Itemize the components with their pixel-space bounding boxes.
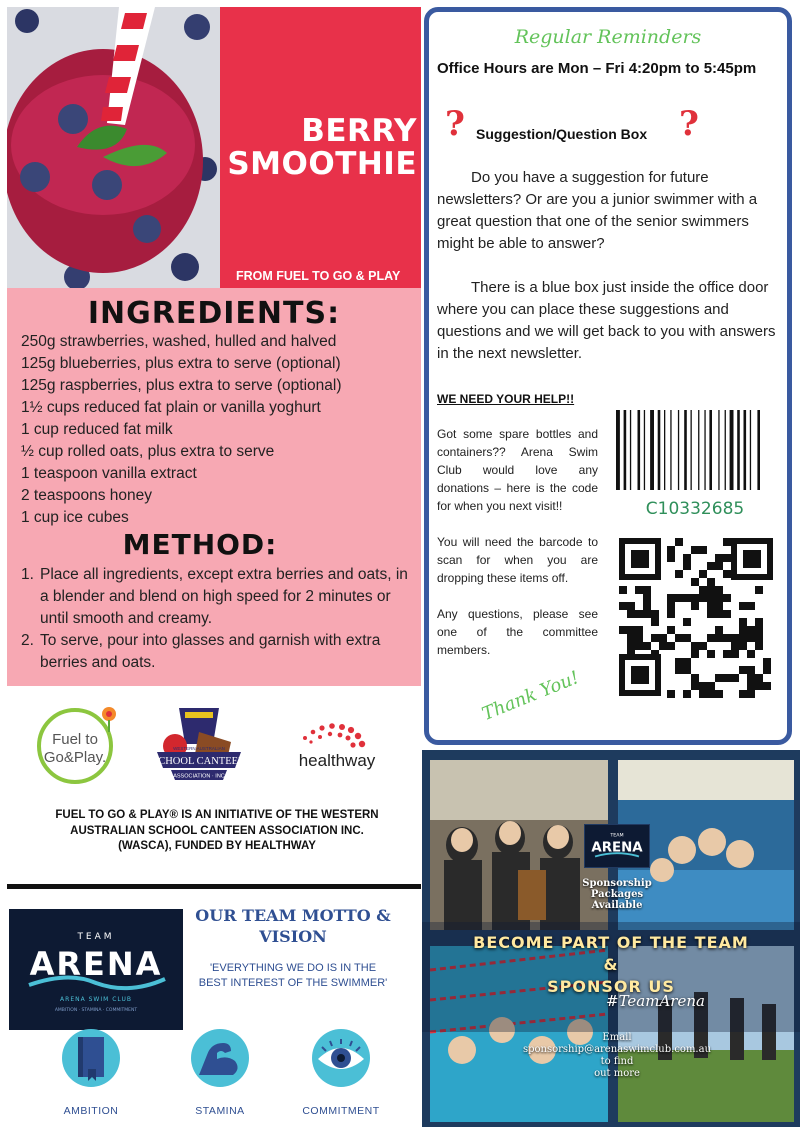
canteen-logo-bottom: ASSOCIATION · INC [173,773,225,780]
smoothie-title [227,115,417,181]
eye-icon [312,1029,370,1087]
reminders-title: Regular Reminders [514,26,702,48]
motto-text: 'EVERYTHING WE DO IS IN THE BEST INTEREST OF THE SWIMMER' [198,962,388,989]
ingredients-heading: INGREDIENTS: [87,296,341,331]
ingredient-item: 1½ cups reduced fat plain or vanilla yoghurt [21,399,321,416]
arena-logo-tagline: AMBITION · STAMINA · COMMITMENT [54,1008,138,1013]
value-label-stamina: STAMINA [195,1105,245,1117]
method-step-text: To serve, pour into glasses and garnish with extra berries and oats. [40,632,381,671]
title-line-2: SMOOTHIE [227,146,417,182]
thank-you-note: Thank You! [479,667,583,725]
email-suffix-1: to find [600,1056,634,1067]
ingredient-item: 250g strawberries, washed, hulled and halved [21,333,337,350]
arena-logo-club: ARENA SWIM CLUB [60,996,132,1003]
office-hours: Office Hours are Mon – Fri 4:20pm to 5:45pm [437,60,757,77]
qr-code-icon [617,530,777,700]
help-paragraph: Got some spare bottles and containers?? Arena Swim Club would love any donations – here is the code for when you next visit!! [437,427,598,513]
smoothie-title-panel [220,7,421,288]
title-line-1: BERRY [301,113,417,149]
email-suffix-2: out more [594,1068,640,1079]
sponsorship-contact [522,1032,712,1080]
method-step-number: 1. [21,566,34,583]
barcode-number: C10332685 [645,499,745,519]
initiative-statement: FUEL TO GO & PLAY® IS AN INITIATIVE OF THE WESTERN AUSTRALIAN SCHOOL CANTEEN ASSOCIATION INC. (WASCA), FUNDED BY HEALTHWAY [55,809,379,852]
email-label: Email [602,1032,632,1043]
sponsorship-email-link[interactable]: sponsorship@arenaswimclub.com.au [522,1044,712,1055]
poster-headline [422,932,800,998]
question-mark-icon: ? [445,104,465,144]
team-hashtag: #TeamArena [606,992,705,1010]
method-step [21,564,413,630]
blue-box-paragraph: There is a blue box just inside the office door where you can place these suggestions and questions and we will get back to you with answers in the next newsletter. [437,279,776,362]
smoothie-photo [7,7,220,288]
ingredient-item: 1 cup reduced fat milk [21,421,173,438]
help-paragraph: You will need the barcode to scan for when you are dropping these items off. [437,535,598,585]
method-list [21,564,413,674]
headline-line-2: & [603,955,619,974]
ingredient-item: 2 teaspoons honey [21,487,152,504]
smoothie-illustration [7,7,220,288]
ingredient-item: 125g blueberries, plus extra to serve (optional) [21,355,341,372]
sponsorship-poster [422,750,800,1127]
help-heading: WE NEED YOUR HELP!! [437,392,575,406]
method-step-number: 2. [21,632,34,649]
arena-logo-main: ARENA [29,945,163,983]
value-label-ambition: AMBITION [63,1105,119,1117]
healthway-logo [287,716,387,776]
headline-line-1: BECOME PART OF THE TEAM [473,933,749,952]
poster-logo-top: TEAM [610,833,624,839]
method-step-text: Place all ingredients, except extra berries and oats, in a blender and blend on high speed for 2 minutes or until smooth and creamy. [40,566,408,627]
sponsorship-packages: Sponsorship Packages Available [582,878,652,911]
book-icon [62,1029,120,1087]
headline-line-3: SPONSOR US [547,977,675,996]
school-canteen-logo [151,704,247,788]
ingredient-item: 125g raspberries, plus extra to serve (optional) [21,377,342,394]
suggestion-box-heading: Suggestion/Question Box [476,126,648,142]
arena-logo-top: TEAM [77,932,115,942]
flexed-arm-icon [191,1029,249,1087]
method-heading: METHOD: [122,528,278,561]
help-paragraph: Any questions, please see one of the committee members. [437,607,598,657]
ingredient-item: 1 cup ice cubes [21,509,129,526]
value-label-commitment: COMMITMENT [302,1105,380,1117]
sponsor-logos-panel [7,686,421,884]
healthway-wordmark: healthway [298,751,376,770]
ingredient-item: ½ cup rolled oats, plus extra to serve [21,443,275,460]
canteen-logo-top: WESTERN AUSTRALIAN [173,746,225,751]
suggestion-paragraph: Do you have a suggestion for future newsletters? Or are you a junior swimmer with a great question that one of the senior swimmers might be able to answer? [437,169,758,252]
smoothie-subtitle: FROM FUEL TO GO & PLAY [236,269,401,283]
method-step [21,630,413,674]
recipe-panel [7,288,421,686]
barcode-icon [614,410,776,490]
regular-reminders-panel [424,7,792,745]
ingredient-item: 1 teaspoon vanilla extract [21,465,197,482]
question-mark-icon: ? [679,104,699,144]
poster-arena-logo [584,824,650,868]
ingredient-list [21,331,342,529]
poster-logo-main: ARENA [591,840,643,856]
fuel-to-go-play-logo [33,700,123,786]
motto-title: OUR TEAM MOTTO & VISION [195,906,391,946]
team-motto-panel [7,889,421,1127]
help-text [437,425,598,677]
fuel-logo-line-1: Fuel to [52,731,98,748]
fuel-logo-line-2: Go&Play. [43,749,107,766]
canteen-logo-main: SCHOOL CANTEEN [152,756,246,767]
team-arena-logo [9,909,183,1030]
